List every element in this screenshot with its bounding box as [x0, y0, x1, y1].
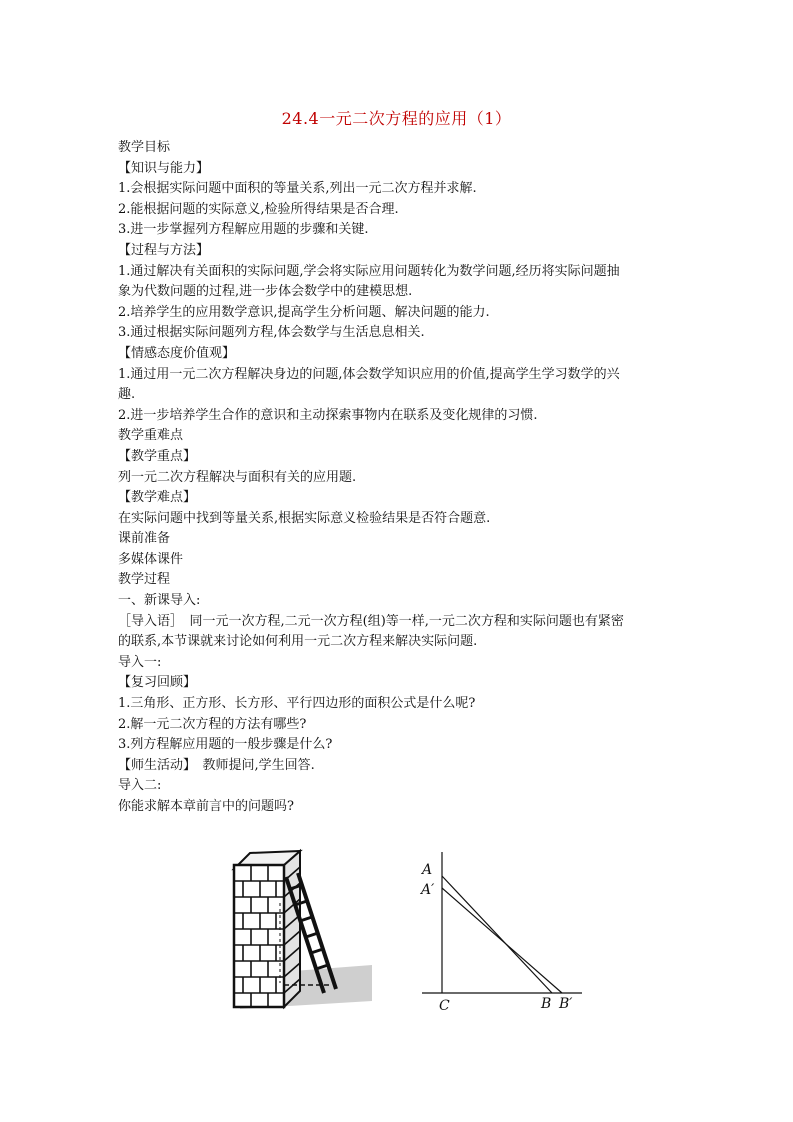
text-line: 3.列方程解应用题的一般步骤是什么?	[118, 737, 333, 753]
ladder-triangle-diagram	[412, 852, 592, 1017]
document-body	[118, 138, 678, 818]
text-line: ［导入语］ 同一元一次方程,二元一次方程(组)等一样,一元二次方程和实际问题也有紧密	[118, 613, 624, 629]
text-line: 趣.	[118, 387, 136, 403]
text-line: 一、新课导入:	[118, 593, 201, 609]
text-line: 【师生活动】 教师提问,学生回答.	[118, 757, 315, 773]
text-line: 教学过程	[118, 572, 171, 588]
text-line: 2.进一步培养学生合作的意识和主动探索事物内在联系及变化规律的习惯.	[118, 407, 538, 423]
segment-a-prime-b-prime	[442, 888, 562, 993]
text-line: 的联系,本节课就来讨论如何利用一元二次方程来解决实际问题.	[118, 634, 478, 650]
text-line: 1.三角形、正方形、长方形、平行四边形的面积公式是什么呢?	[118, 696, 476, 712]
text-line: 1.会根据实际问题中面积的等量关系,列出一元二次方程并求解.	[118, 181, 477, 197]
text-line: 象为代数问题的过程,进一步体会数学中的建模思想.	[118, 284, 413, 300]
text-line: 【知识与能力】	[118, 160, 210, 176]
text-line: 教学重难点	[118, 428, 184, 444]
label-b: B	[541, 996, 552, 1012]
label-a-prime: A′	[421, 882, 435, 898]
text-line: 【教学重点】	[118, 448, 197, 464]
text-line: 列一元二次方程解决与面积有关的应用题.	[118, 469, 357, 485]
text-line: 导入一:	[118, 654, 162, 670]
text-line: 教学目标	[118, 140, 171, 155]
text-line: 【过程与方法】	[118, 242, 210, 258]
text-line: 1.通过解决有关面积的实际问题,学会将实际应用问题转化为数学问题,经历将实际问题抽	[118, 263, 620, 279]
text-line: 你能求解本章前言中的问题吗?	[118, 799, 294, 814]
text-line: 2.能根据问题的实际意义,检验所得结果是否合理.	[118, 201, 399, 217]
wall-ladder-illustration	[222, 843, 382, 1015]
text-line: 2.培养学生的应用数学意识,提高学生分析问题、解决问题的能力.	[118, 304, 490, 320]
text-line: 课前准备	[118, 531, 171, 547]
page-title: 24.4一元二次方程的应用（1）	[281, 109, 512, 128]
text-line: 1.通过用一元二次方程解决身边的问题,体会数学知识应用的价值,提高学生学习数学的兴	[118, 366, 620, 382]
text-line: 【情感态度价值观】	[118, 345, 236, 361]
text-line: 2.解一元二次方程的方法有哪些?	[118, 716, 307, 732]
label-a: A	[422, 862, 433, 878]
label-b-prime: B′	[559, 996, 573, 1012]
label-c: C	[439, 998, 450, 1014]
text-line: 导入二:	[118, 778, 162, 794]
text-line: 3.通过根据实际问题列方程,体会数学与生活息息相关.	[118, 325, 425, 341]
text-line: 多媒体课件	[118, 551, 184, 567]
text-line: 在实际问题中找到等量关系,根据实际意义检验结果是否符合题意.	[118, 510, 491, 526]
text-line: 【复习回顾】	[118, 675, 197, 691]
text-line: 【教学难点】	[118, 490, 197, 506]
text-line: 3.进一步掌握列方程解应用题的步骤和关键.	[118, 222, 369, 238]
segment-ab	[442, 876, 552, 993]
